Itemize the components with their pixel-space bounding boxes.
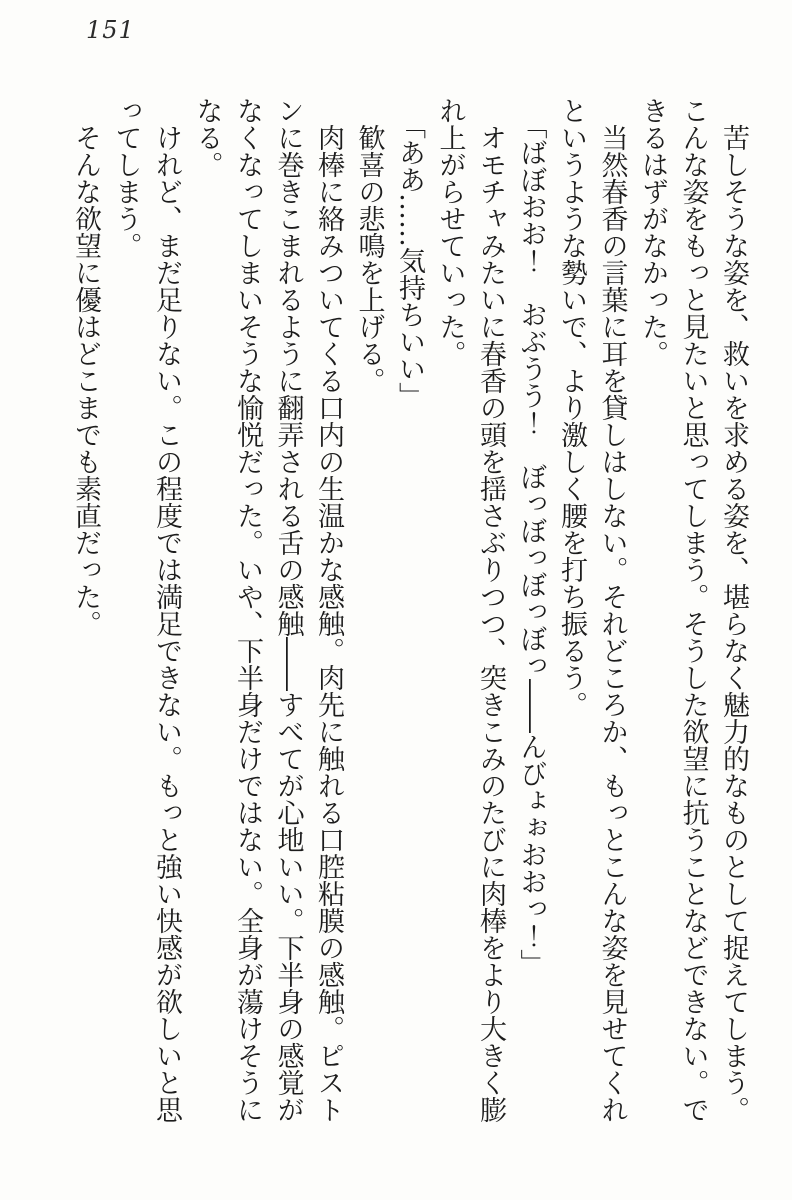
paragraph: オモチャみたいに春香の頭を揺さぶりつつ、突きこみのたびに肉棒をより大きく膨れ上がらせていった。 — [434, 97, 506, 1123]
paragraph: 「ばぼおお！ おぶうう！ ぼっぼっぼっぼっ――んびょぉおおっ！」 — [515, 111, 547, 976]
paragraph: そんな欲望に優はどこまでも素直だった。 — [70, 124, 101, 637]
paragraph: 肉棒に絡みついてくる口内の生温かな感触。肉先に触れる口腔粘膜の感触。ピストンに巻きこまれるように翻弄される舌の感触――すべてが心地いい。下半身の感覚がなくなってしまいそうな愉悦だった。いや、下半身だけではない。全身が蕩けそうになる。 — [191, 97, 344, 1123]
paragraph: 当然春香の言葉に耳を貸しはしない。それどころか、もっとこんな姿を見せてくれというような勢いで、より激しく腰を打ち振るう。 — [556, 97, 628, 1123]
text-block — [65, 97, 754, 1123]
paragraph: けれど、まだ足りない。この程度では満足できない。もっと強い快感が欲しいと思ってしまう。 — [110, 97, 182, 1123]
paragraph: 歓喜の悲鳴を上げる。 — [353, 124, 385, 394]
paragraph: 苦しそうな姿を、救いを求める姿を、堪らなく魅力的なものとして捉えてしまう。こんな姿をもっと見たいと思ってしまう。そうした欲望に抗うことなどできない。できるはずがなかった。 — [637, 97, 749, 1123]
paragraph: 「ああ……気持ちいい」 — [394, 111, 425, 409]
page-number: 151 — [86, 16, 135, 44]
